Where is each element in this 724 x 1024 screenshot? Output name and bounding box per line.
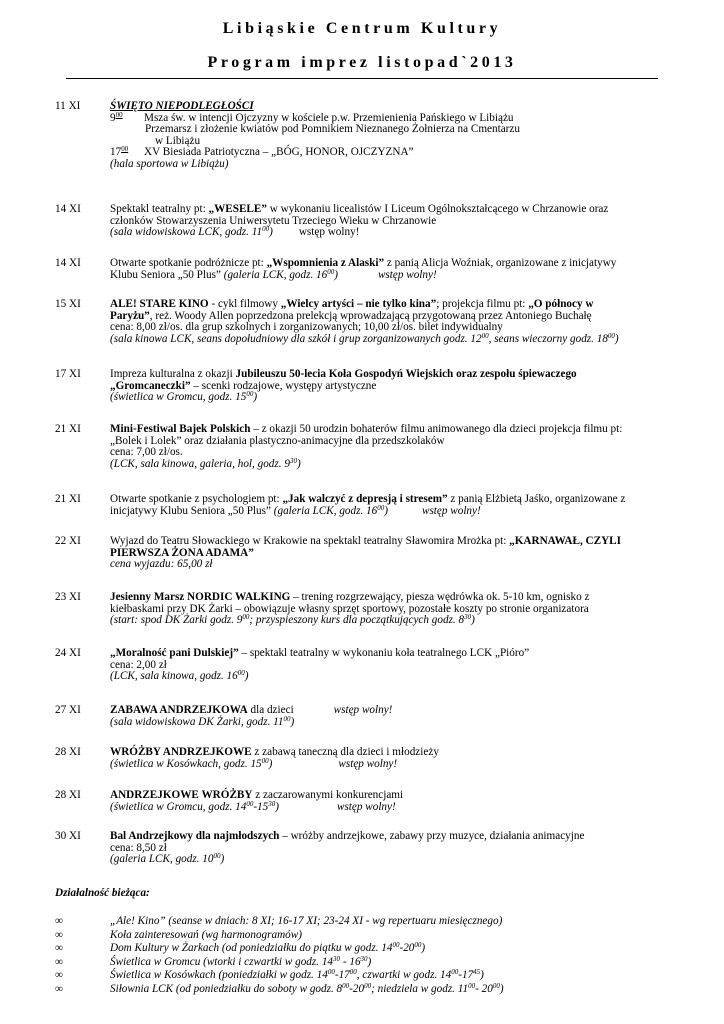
ongoing-title: Działalność bieżąca: [55, 887, 150, 899]
list-item: ∞ Siłownia LCK (od poniedziałku do soboty w godz. $8^{00}-20^{00}$; niedziela w godz. $11^{00}-$ $20^{00}$) [55, 981, 504, 995]
event-body: Mini-Festiwal Bajek Polskich – z okazji 50 urodzin bohaterów filmu animowanego dla dzieci projekcja filmu pt: „Bolek i Lolek” oraz działania plastyczno-animacyjne dla przedszkolaków cena: 7,00 zł/os. (LCK, sala kinowa, galeria, hol, godz. $9^{30}$) [110, 424, 675, 470]
infinity-bullet-icon: ∞ [55, 969, 63, 981]
event-place: (sala widowiskowa LCK, godz. $11^{00}$) [110, 225, 273, 239]
event-time: 17 [110, 146, 122, 159]
event-date: 14 XI [55, 203, 81, 215]
event-date: 14 XI [55, 257, 81, 269]
list-item: ∞ Świetlica w Gromcu (wtorki i czwartki w godz. $14^{30} - 16^{30}$) [55, 954, 372, 968]
free-entry-label: wstęp wolny! [338, 757, 398, 770]
event-title: ALE! STARE KINO [110, 298, 209, 310]
event-date: 11 XI [55, 100, 81, 112]
ongoing-list [55, 915, 675, 996]
event-date: 21 XI [55, 493, 81, 505]
event-body: Otwarte spotkanie podróżnicze pt: „Wspomnienia z Alaski” z panią Alicja Woźniak, organizowane z inicjatywy Klubu Seniora „50 Plus” (galeria LCK, godz. $16^{00}$) wstęp wolny! [110, 257, 617, 281]
event-title: Jesienny Marsz NORDIC WALKING [110, 591, 291, 603]
event-place: (hala sportowa w Libiążu) [110, 157, 229, 170]
event-body: ANDRZEJKOWE WRÓŻBY z zaczarowanymi konkurencjami (świetlica w Gromcu, godz. $14^{00}-15^{30}$) wstęp wolny! [110, 789, 404, 813]
free-entry-label: wstęp wolny! [333, 704, 393, 716]
event-body: Jesienny Marsz NORDIC WALKING – trening rozgrzewający, piesza wędrówka ok. 5-10 km, ognisko z kiełbaskami przy DK Żarki – obowiązuje własny sprzęt sportowy, pozostałe koszty po stronie organizatora (start: spod DK Żarki godz. $9^{00}$; przyspieszony kurs dla początkujących godz. $8^{30}$) [110, 592, 675, 627]
list-item: ∞ Dom Kultury w Żarkach (od poniedziałku do piątku w godz. $14^{00}-20^{00}$) [55, 941, 426, 954]
infinity-bullet-icon: ∞ [55, 955, 63, 968]
header-divider [66, 78, 658, 79]
event-body: ALE! STARE KINO - cykl filmowy „Wielcy artyści – nie tylko kina”; projekcja filmu pt: „O północy w Paryżu”, reż. Woody Allen poprzedzona prelekcją wprowadzającą przygotowaną przez Antoniego Buchałę cena: 8,00 zł/os. dla grup szkolnych i zorganizowanych; 10,00 zł/os. bilet indywidualny (sala kinowa LCK, seans dopołudniowy dla szkół i grup zorganizowanych godz. $12^{00}$, seans wieczorny godz. $18^{00}$) [110, 299, 675, 345]
event-text: Przemarsz i złożenie kwiatów pod Pomnikiem Nieznanego Żołnierza na Cmentarzu [145, 123, 520, 136]
page-subtitle: Program imprez listopad`2013 [207, 54, 517, 71]
event-text: Msza św. w intencji Ojczyzny w kościele p.w. Przemienienia Pańskiego w Libiążu [144, 111, 514, 124]
event-title: „WESELE” [208, 203, 267, 215]
event-text: w Libiążu [155, 134, 201, 147]
event-title: „Jak walczyć z depresją i stresem” [282, 493, 448, 505]
event-place: (LCK, sala kinowa, godz. $16^{00}$) [110, 669, 249, 683]
event-place: (świetlica w Gromcu, godz. $14^{00}-15^{30}$) [110, 799, 279, 813]
event-place: (świetlica w Gromcu, godz. $15^{00}$) [110, 390, 258, 404]
list-item: ∞ Koła zainteresowań (wg harmonogramów) [55, 928, 302, 941]
free-entry-label: wstęp wolny! [298, 226, 360, 239]
event-date: 28 XI [55, 746, 81, 758]
event-body: Impreza kulturalna z okazji Jubileuszu 50-lecia Koła Gospodyń Wiejskich oraz zespołu śpiewaczego „Gromcaneczki” – scenki rodzajowe, występy artystyczne (świetlica w Gromcu, godz. $15^{00}$) [110, 369, 675, 404]
event-body: „Moralność pani Dulskiej” – spektakl teatralny w wykonaniu koła teatralnego LCK „Pióro” cena: 2,00 zł (LCK, sala kinowa, godz. $16^{00}$) [110, 648, 675, 683]
event-body: Bal Andrzejkowy dla najmłodszych – wróżby andrzejkowe, zabawy przy muzyce, działania animacyjne cena: 8,50 zł (galeria LCK, godz. $10^{00}$) [110, 831, 675, 866]
event-time: 9 [110, 111, 116, 124]
event-date: 21 XI [55, 423, 81, 435]
event-body: Otwarte spotkanie z psychologiem pt: „Jak walczyć z depresją i stresem” z panią Elżbietą Jaśko, organizowane z inicjatywy Klubu Seniora „50 Plus” (galeria LCK, godz. $16^{00}$) wstęp wolny! [110, 493, 626, 517]
event-place: (świetlica w Kosówkach, godz. $15^{00}$) [110, 756, 273, 770]
event-date: 24 XI [55, 647, 81, 659]
list-item: ∞ Świetlica w Kosówkach (poniedziałki w godz. $14^{00}-17^{00}$, czwartki w godz. $14^{00}-17^{45}$) [55, 968, 484, 981]
free-entry-label: wstęp wolny! [421, 504, 481, 517]
event-place: (LCK, sala kinowa, galeria, hol, godz. $9^{30}$) [110, 456, 301, 470]
infinity-bullet-icon: ∞ [55, 982, 63, 995]
event-date: 22 XI [55, 535, 81, 547]
free-entry-label: wstęp wolny! [377, 268, 437, 281]
event-title: ŚWIĘTO NIEPODLEGŁOŚCI [110, 100, 254, 112]
event-place: (galeria LCK, godz. $10^{00}$) [110, 852, 225, 866]
event-date: 27 XI [55, 704, 81, 716]
event-title: ZABAWA ANDRZEJKOWA [110, 704, 248, 716]
event-date: 17 XI [55, 368, 81, 380]
event-title: ANDRZEJKOWE WRÓŻBY [110, 789, 253, 801]
event-body: ŚWIĘTO NIEPODLEGŁOŚCI $9^{00}$ Msza św. w intencji Ojczyzny w kościele p.w. Przemienienia Pańskiego w Libiążu Przemarsz i złożenie kwiatów pod Pomnikiem Nieznanego Żołnierza na Cmentarzu w Libiążu $17^{00}$ XV Biesiada Patriotyczna – „BÓG, HONOR, OJCZYZNA” (hala sportowa w Libiążu) [110, 101, 675, 171]
event-price: cena wyjazdu: 65,00 zł [110, 558, 213, 571]
event-place: (sala kinowa LCK, seans dopołudniowy dla szkół i grup zorganizowanych godz. $12^{00}$, seans wieczorny godz. $18^{00}$) [110, 331, 619, 345]
event-title: „Wspomnienia z Alaski” [266, 257, 385, 269]
event-title: „Moralność pani Dulskiej” [110, 647, 239, 659]
free-entry-label: wstęp wolny! [336, 800, 396, 813]
event-place: (galeria LCK, godz. $16^{00}$) [220, 267, 338, 281]
event-date: 28 XI [55, 789, 81, 801]
event-title: Mini-Festiwal Bajek Polskich [110, 423, 251, 435]
event-date: 30 XI [55, 830, 81, 842]
event-title: „KARNAWAŁ, CZYLI [509, 535, 621, 547]
event-date: 15 XI [55, 298, 81, 310]
list-item: ∞ „Ale! Kino” (seanse w dniach: 8 XI; 16-17 XI; 23-24 XI - wg repertuaru miesięcznego) [55, 915, 503, 927]
event-place: (galeria LCK, godz. $16^{00}$) [270, 503, 388, 517]
infinity-bullet-icon: ∞ [55, 928, 63, 941]
event-date: 23 XI [55, 591, 81, 603]
event-body: Wyjazd do Teatru Słowackiego w Krakowie na spektakl teatralny Sławomira Mrożka pt: „KARNAWAŁ, CZYLI PIERWSZA ŻONA ADAMA” cena wyjazdu: 65,00 zł [110, 536, 675, 571]
page-title: Libiąskie Centrum Kultury [222, 20, 502, 37]
event-place: (sala widowiskowa DK Żarki, godz. $11^{00}$) [110, 714, 295, 728]
event-place: (start: spod DK Żarki godz. $9^{00}$; przyspieszony kurs dla początkujących godz. $8^{30}$) [110, 613, 475, 627]
event-title: WRÓŻBY ANDRZEJKOWE [110, 746, 252, 758]
infinity-bullet-icon: ∞ [55, 915, 63, 927]
event-body: ZABAWA ANDRZEJKOWA dla dzieci wstęp wolny! (sala widowiskowa DK Żarki, godz. $11^{00}$) [110, 705, 675, 728]
event-title: Jubileuszu 50-lecia Koła Gospodyń Wiejskich oraz zespołu śpiewaczego [235, 368, 577, 380]
event-body: WRÓŻBY ANDRZEJKOWE z zabawą taneczną dla dzieci i młodzieży (świetlica w Kosówkach, godz. $15^{00}$) wstęp wolny! [110, 746, 439, 770]
event-title: Bal Andrzejkowy dla najmłodszych [110, 830, 280, 842]
infinity-bullet-icon: ∞ [55, 942, 63, 954]
event-text: XV Biesiada Patriotyczna – „BÓG, HONOR, OJCZYZNA” [144, 146, 414, 159]
event-body: Spektakl teatralny pt: „WESELE” w wykonaniu licealistów I Liceum Ogólnokształcącego w Chrzanowie oraz członków Stowarzyszenia Uniwersytetu Trzeciego Wieku w Chrzanowie (sala widowiskowa LCK, godz. $11^{00}$) wstęp wolny! [110, 203, 609, 239]
